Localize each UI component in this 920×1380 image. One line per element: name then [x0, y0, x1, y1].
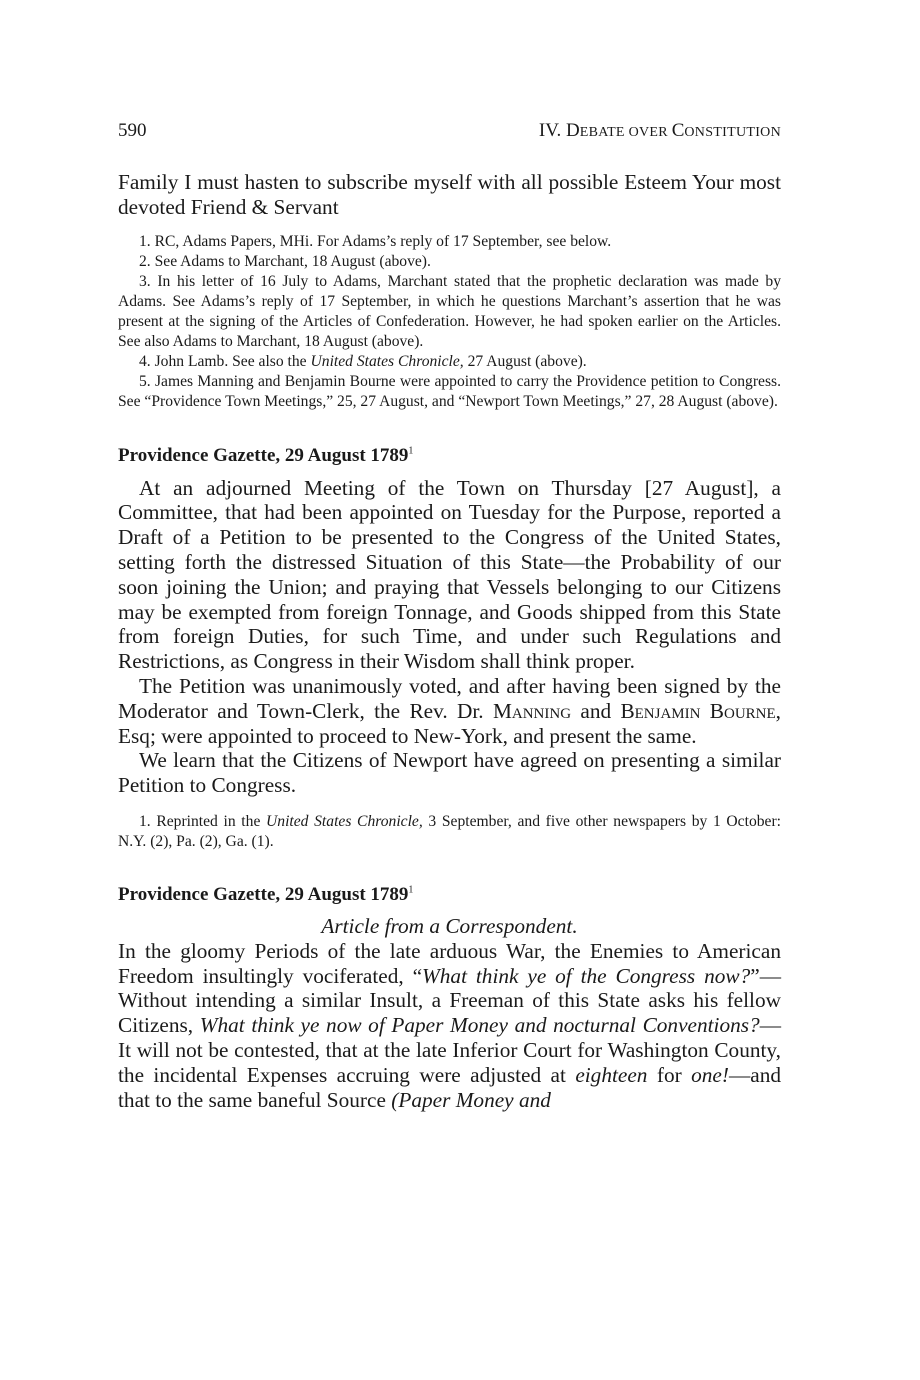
letter-footnotes — [118, 232, 781, 412]
footnote-4: 4. John Lamb. See also the United States Chronicle, 27 August (above). — [139, 352, 587, 370]
article-1-paragraph-1: At an adjourned Meeting of the Town on Thursday [27 August], a Committee, that had been appointed on Tuesday for the Purpose, reported a Draft of a Petition to be presented to the Congress of the United States, setting forth the distressed Situation of this State—the Probability of our soon joining the Union; and praying that Vessels belonging to our Citizens may be exempted from foreign Tonnage, and Goods shipped from this State from foreign Duties, for such Time, and under such Regulations and Restrictions, as Congress in their Wisdom shall think proper. — [118, 475, 781, 674]
heading-note-ref: 1 — [408, 884, 414, 896]
article-heading-1: Providence Gazette, 29 August 1789$^1$ — [118, 444, 414, 466]
article-1-footnotes — [118, 812, 781, 852]
article-2-caption: Article from a Correspondent. — [321, 913, 578, 938]
article-1-paragraph-3: We learn that the Citizens of Newport have agreed on presenting a similar Petition to Congress. — [118, 748, 781, 798]
footnote-5: 5. James Manning and Benjamin Bourne were appointed to carry the Providence petition to Congress. See “Providence Town Meetings,” 25, 27 August, and “Newport Town Meetings,” 27, 28 August (above). — [118, 372, 781, 410]
article-2-paragraph-1: In the gloomy Periods of the late arduous War, the Enemies to American Freedom insultingly vociferated, “What think ye of the Congress now?”—Without intending a similar Insult, a Freeman of this State asks his fellow Citizens, What think ye now of Paper Money and nocturnal Conventions?—It will not be contested, that at the late Inferior Court for Washington County, the incidental Expenses accruing were adjusted at eighteen for one!—and that to the same baneful Source (Paper Money and — [118, 938, 781, 1112]
article-1-paragraph-2: The Petition was unanimously voted, and after having been signed by the Moderator and Town-Clerk, the Rev. Dr. Manning and Benjamin Bourne, Esq; were appointed to proceed to New-York, and present the same. — [118, 673, 781, 748]
letter-closing: Family I must hasten to subscribe myself with all possible Esteem Your most devoted Friend & Servant — [118, 170, 781, 219]
document-page — [118, 120, 781, 1112]
section-title: IV. DEBATE OVER CONSTITUTION — [538, 120, 781, 141]
running-head — [118, 120, 781, 150]
footnote-2: 2. See Adams to Marchant, 18 August (above). — [139, 252, 431, 270]
heading-note-ref: 1 — [408, 445, 414, 457]
footnote-1: 1. RC, Adams Papers, MHi. For Adams’s reply of 17 September, see below. — [139, 232, 612, 250]
page-number: 590 — [118, 120, 147, 141]
article-heading-2: Providence Gazette, 29 August 1789$^1$ — [118, 883, 414, 905]
footnote-3: 3. In his letter of 16 July to Adams, Marchant stated that the prophetic declaration was made by Adams. See Adams’s reply of 17 September, in which he questions Marchant’s assertion that he was present at the signing of the Articles of Confederation. However, he had spoken earlier on the Articles. See also Adams to Marchant, 18 August (above). — [118, 272, 781, 350]
article-1-footnote-1: 1. Reprinted in the United States Chronicle, 3 September, and five other newspapers by 1 October: N.Y. (2), Pa. (2), Ga. (1). — [118, 812, 781, 850]
